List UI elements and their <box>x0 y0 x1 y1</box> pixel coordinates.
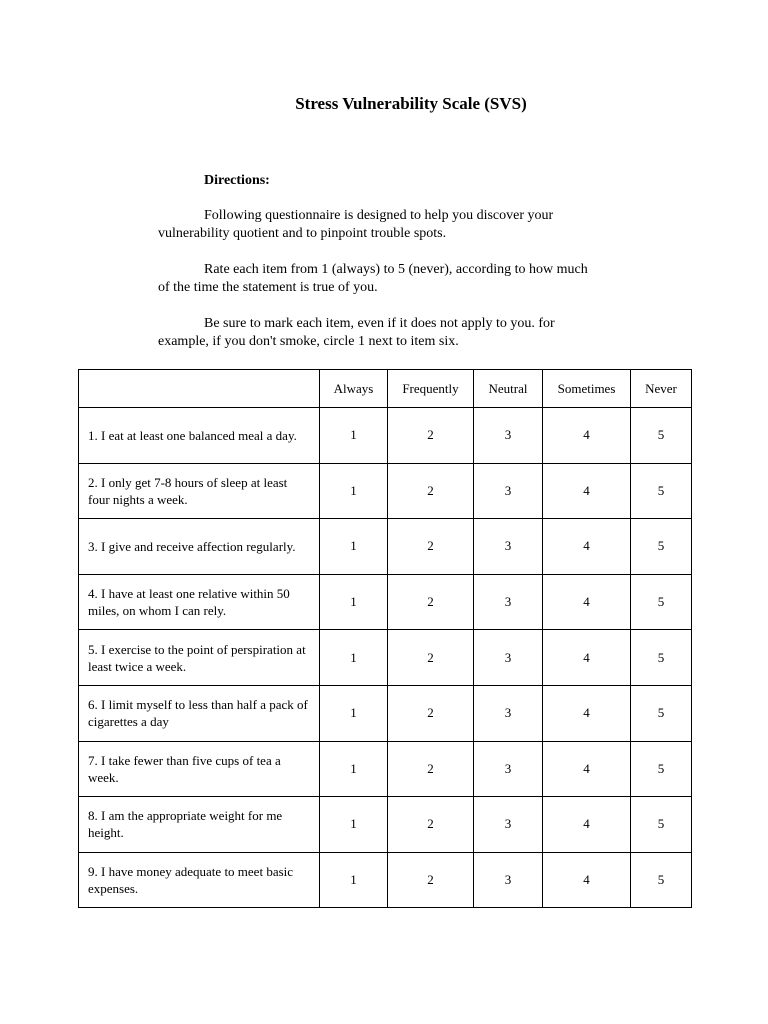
score-always[interactable]: 1 <box>320 574 388 630</box>
header-frequently: Frequently <box>388 370 474 408</box>
directions-heading: Directions: <box>204 173 270 188</box>
table-row <box>79 519 692 575</box>
item-statement: 6. I limit myself to less than half a pack of cigarettes a day <box>79 685 320 741</box>
score-frequently[interactable]: 2 <box>388 463 474 519</box>
item-statement: 1. I eat at least one balanced meal a day. <box>79 408 320 464</box>
score-frequently[interactable]: 2 <box>388 630 474 686</box>
score-neutral[interactable]: 3 <box>474 519 543 575</box>
score-sometimes[interactable]: 4 <box>543 797 631 853</box>
score-sometimes[interactable]: 4 <box>543 574 631 630</box>
score-frequently[interactable]: 2 <box>388 574 474 630</box>
score-sometimes[interactable]: 4 <box>543 408 631 464</box>
table-body <box>79 408 692 908</box>
score-always[interactable]: 1 <box>320 741 388 797</box>
table-row <box>79 408 692 464</box>
page-title: Stress Vulnerability Scale (SVS) <box>295 94 527 113</box>
item-statement: 8. I am the appropriate weight for me height. <box>79 797 320 853</box>
score-neutral[interactable]: 3 <box>474 685 543 741</box>
table-row <box>79 852 692 908</box>
score-always[interactable]: 1 <box>320 797 388 853</box>
score-always[interactable]: 1 <box>320 630 388 686</box>
item-statement: 3. I give and receive affection regularly. <box>79 519 320 575</box>
score-never[interactable]: 5 <box>631 463 692 519</box>
item-statement: 5. I exercise to the point of perspiration at least twice a week. <box>79 630 320 686</box>
score-neutral[interactable]: 3 <box>474 797 543 853</box>
item-statement: 4. I have at least one relative within 50 miles, on whom I can rely. <box>79 574 320 630</box>
item-statement: 7. I take fewer than five cups of tea a week. <box>79 741 320 797</box>
item-statement: 9. I have money adequate to meet basic expenses. <box>79 852 320 908</box>
table-row <box>79 685 692 741</box>
score-frequently[interactable]: 2 <box>388 741 474 797</box>
score-never[interactable]: 5 <box>631 408 692 464</box>
score-neutral[interactable]: 3 <box>474 408 543 464</box>
table-row <box>79 574 692 630</box>
header-neutral: Neutral <box>474 370 543 408</box>
directions-paragraph-2: Rate each item from 1 (always) to 5 (never), according to how much of the time the statement is true of you. <box>158 262 588 295</box>
score-neutral[interactable]: 3 <box>474 852 543 908</box>
score-neutral[interactable]: 3 <box>474 463 543 519</box>
table-header-row <box>79 370 692 408</box>
score-sometimes[interactable]: 4 <box>543 463 631 519</box>
score-frequently[interactable]: 2 <box>388 852 474 908</box>
score-never[interactable]: 5 <box>631 741 692 797</box>
score-always[interactable]: 1 <box>320 685 388 741</box>
score-sometimes[interactable]: 4 <box>543 685 631 741</box>
item-statement: 2. I only get 7-8 hours of sleep at least four nights a week. <box>79 463 320 519</box>
score-frequently[interactable]: 2 <box>388 685 474 741</box>
header-always: Always <box>320 370 388 408</box>
score-always[interactable]: 1 <box>320 519 388 575</box>
table-row <box>79 463 692 519</box>
score-sometimes[interactable]: 4 <box>543 630 631 686</box>
score-always[interactable]: 1 <box>320 463 388 519</box>
score-never[interactable]: 5 <box>631 574 692 630</box>
score-frequently[interactable]: 2 <box>388 797 474 853</box>
score-sometimes[interactable]: 4 <box>543 741 631 797</box>
table-row <box>79 797 692 853</box>
score-never[interactable]: 5 <box>631 630 692 686</box>
score-sometimes[interactable]: 4 <box>543 852 631 908</box>
score-always[interactable]: 1 <box>320 852 388 908</box>
score-frequently[interactable]: 2 <box>388 519 474 575</box>
score-neutral[interactable]: 3 <box>474 741 543 797</box>
header-never: Never <box>631 370 692 408</box>
table-row <box>79 741 692 797</box>
directions-paragraph-1: Following questionnaire is designed to help you discover your vulnerability quotient and to pinpoint trouble spots. <box>158 208 554 241</box>
directions-paragraph-3: Be sure to mark each item, even if it does not apply to you. for example, if you don't smoke, circle 1 next to item six. <box>158 316 555 349</box>
score-never[interactable]: 5 <box>631 685 692 741</box>
table-row <box>79 630 692 686</box>
header-sometimes: Sometimes <box>543 370 631 408</box>
header-item-column <box>79 370 320 408</box>
score-never[interactable]: 5 <box>631 797 692 853</box>
score-neutral[interactable]: 3 <box>474 574 543 630</box>
score-never[interactable]: 5 <box>631 519 692 575</box>
score-never[interactable]: 5 <box>631 852 692 908</box>
score-always[interactable]: 1 <box>320 408 388 464</box>
score-sometimes[interactable]: 4 <box>543 519 631 575</box>
svs-table <box>78 369 692 908</box>
score-frequently[interactable]: 2 <box>388 408 474 464</box>
score-neutral[interactable]: 3 <box>474 630 543 686</box>
